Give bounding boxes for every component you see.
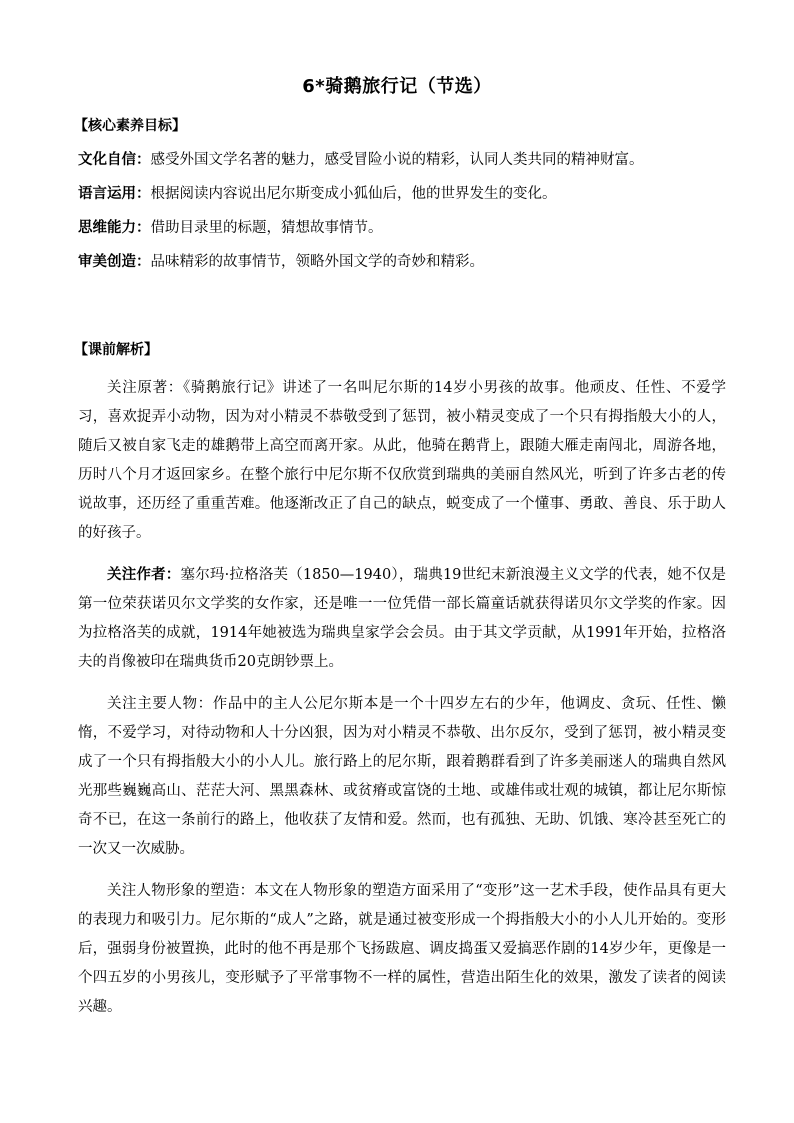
goal-item-thinking (78, 214, 718, 243)
paragraph-text: 塞尔玛·拉格洛芙（1850—1940），瑞典19世纪末新浪漫主义文学的代表，她不仅是第一位荣获诺贝尔文学奖的女作家，还是唯一一位凭借一部长篇童话就获得诺贝尔文学奖的作家。因为拉格洛芙的成就，1914年她被选为瑞典皇家学会会员。由于其文学贡献，从1991年开始，拉格洛夫的肖像被印在瑞典货币20克朗钞票上。 (78, 567, 726, 670)
paragraph-lead: 关注作者： (107, 567, 181, 583)
goals-list (78, 146, 718, 282)
paragraph-text: 关注人物形象的塑造：本文在人物形象的塑造方面采用了“变形”这一艺术手段，使作品具有更大的表现力和吸引力。尼尔斯的“成人”之路，就是通过被变形成一个拇指般大小的小人儿开始的。变形后，强弱身份被置换，此时的他不再是那个飞扬跋扈、调皮捣蛋又爱搞恶作剧的14岁少年，更像是一个四五岁的小男孩儿，变形赋予了平常事物不一样的属性，营造出陌生化的效果，激发了读者的阅读兴趣。 (78, 883, 726, 1015)
goal-item-language (78, 180, 718, 209)
paragraph-text: 关注主要人物：作品中的主人公尼尔斯本是一个十四岁左右的少年，他调皮、贪玩、任性、懒惰，不爱学习，对待动物和人十分凶狠，因为对小精灵不恭敬、出尔反尔，受到了惩罚，被小精灵变成了一个只有拇指般大小的小人儿。旅行路上的尼尔斯，跟着鹅群看到了许多美丽迷人的瑞典自然风光那些巍巍高山、茫茫大河、黑黑森林、或贫瘠或富饶的土地、或雄伟或壮观的城镇，都让尼尔斯惊奇不已，在这一条前行的路上，他收获了友情和爱。然而，也有孤独、无助、饥饿、寒冷甚至死亡的一次又一次威胁。 (78, 696, 726, 857)
goals-heading: 【核心素养目标】 (74, 118, 186, 134)
analysis-body (78, 374, 726, 1035)
goal-text: 感受外国文学名著的魅力，感受冒险小说的精彩，认同人类共同的精神财富。 (150, 152, 644, 168)
paragraph-author (78, 561, 726, 677)
goal-text: 借助目录里的标题，猜想故事情节。 (150, 220, 383, 236)
goal-item-culture (78, 146, 718, 175)
goal-label: 思维能力： (78, 220, 151, 236)
goal-label: 语言运用： (78, 186, 151, 202)
goal-text: 品味精彩的故事情节，领略外国文学的奇妙和精彩。 (150, 254, 484, 270)
paragraph-text: 关注原著：《骑鹅旅行记》讲述了一名叫尼尔斯的14岁小男孩的故事。他顽皮、任性、不爱学习，喜欢捉弄小动物，因为对小精灵不恭敬受到了惩罚，被小精灵变成了一个只有拇指般大小的人，随后又被自家飞走的雄鹅带上高空而离开家。从此，他骑在鹅背上，跟随大雁走南闯北，周游各地，历时八个月才返回家乡。在整个旅行中尼尔斯不仅欣赏到瑞典的美丽自然风光，听到了许多古老的传说故事，还历经了重重苦难。他逐渐改正了自己的缺点，蜕变成了一个懂事、勇敢、善良、乐于助人的好孩子。 (78, 380, 726, 541)
goal-label: 审美创造： (78, 254, 151, 270)
analysis-heading: 【课前解析】 (74, 342, 158, 358)
page-title: 6*骑鹅旅行记（节选） (302, 76, 492, 97)
paragraph-main-character (78, 690, 726, 864)
goal-item-aesthetic (78, 248, 718, 277)
goal-label: 文化自信： (78, 152, 151, 168)
goal-text: 根据阅读内容说出尼尔斯变成小狐仙后，他的世界发生的变化。 (150, 186, 557, 202)
paragraph-original-work (78, 374, 726, 548)
paragraph-character-shaping (78, 877, 726, 1022)
